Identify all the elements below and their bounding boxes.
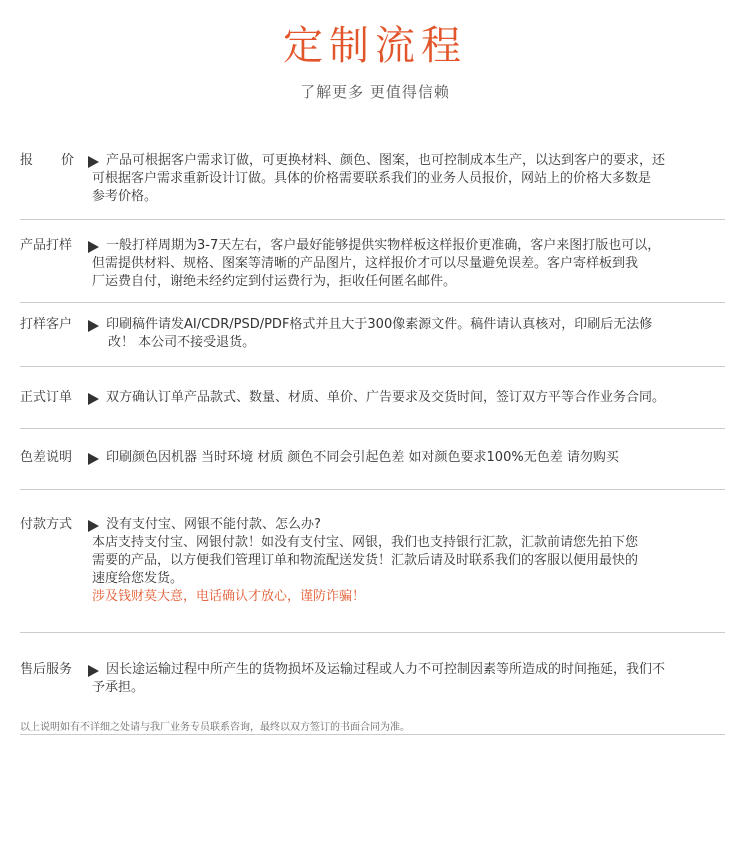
divider [20, 489, 725, 490]
content-line: 双方确认订单产品款式、数量、材质、单价、广告要求及交货时间，签订双方平等合作业务合同。 [106, 390, 666, 405]
content-line: 参考价格。 [92, 189, 158, 204]
divider [20, 734, 725, 735]
content-line: 改！ 本公司不接受退货。 [108, 335, 256, 350]
divider [20, 366, 725, 367]
page-subtitle: 了解更多 更值得信赖 [300, 83, 450, 101]
divider [20, 302, 725, 303]
section-content [92, 449, 722, 467]
section-label: 付款方式 [20, 517, 73, 532]
content-line: 但需提供材料、规格、图案等清晰的产品图片，这样报价才可以尽量避免误差。客户寄样板到我 [92, 256, 639, 271]
section-label: 打样客户 [20, 317, 73, 332]
divider [20, 219, 725, 220]
content-line: 印刷稿件请发AI/CDR/PSD/PDF格式并且大于300像素源文件。稿件请认真核对，印刷后无法修 [106, 317, 653, 332]
content-line: 速度给您发货。 [92, 571, 184, 586]
content-line: 可根据客户需求重新设计订做。具体的价格需要联系我们的业务人员报价，网站上的价格大多数是 [92, 171, 652, 186]
content-line: 没有支付宝、网银不能付款、怎么办? [106, 517, 321, 532]
section-content [92, 389, 722, 407]
divider [20, 632, 725, 633]
section-label: 产品打样 [20, 238, 73, 253]
section-label [20, 152, 103, 170]
section-content [92, 152, 722, 206]
section-content [92, 237, 722, 291]
content-line: 厂运费自付，谢绝未经约定到付运费行为，拒收任何匿名邮件。 [92, 274, 457, 289]
section-label: 色差说明 [20, 450, 73, 465]
page-title: 定制流程 [283, 23, 467, 69]
section-label: 售后服务 [20, 662, 73, 677]
section-content [92, 661, 722, 697]
price-label: 报价 [20, 153, 103, 168]
content-line: 本店支持支付宝、网银付款！如没有支付宝、网银，我们也支持银行汇款，汇款前请您先拍下您 [92, 535, 639, 550]
content-line: 产品可根据客户需求订做，可更换材料、颜色、图案，也可控制成本生产，以达到客户的要求，还 [106, 153, 666, 168]
footnote: 以上说明如有不详细之处请与我厂业务专员联系咨询，最终以双方签订的书面合同为准。 [20, 722, 410, 733]
content-line: 予承担。 [92, 680, 145, 695]
section-content [92, 316, 722, 352]
content-line: 一般打样周期为3-7天左右，客户最好能够提供实物样板这样报价更准确，客户来图打版也可以， [106, 238, 661, 253]
content-line: 需要的产品，以方便我们管理订单和物流配送发货！汇款后请及时联系我们的客服以便用最快的 [92, 553, 639, 568]
content-line: 印刷颜色因机器 当时环境 材质 颜色不同会引起色差 如对颜色要求100%无色差 请勿购买 [106, 450, 619, 465]
fraud-warning: 涉及钱财莫大意，电话确认才放心，谨防诈骗！ [92, 589, 366, 604]
divider [20, 428, 725, 429]
content-line: 因长途运输过程中所产生的货物损坏及运输过程或人力不可控制因素等所造成的时间拖延，我们不 [106, 662, 666, 677]
section-label: 正式订单 [20, 390, 73, 405]
section-content [92, 516, 722, 606]
